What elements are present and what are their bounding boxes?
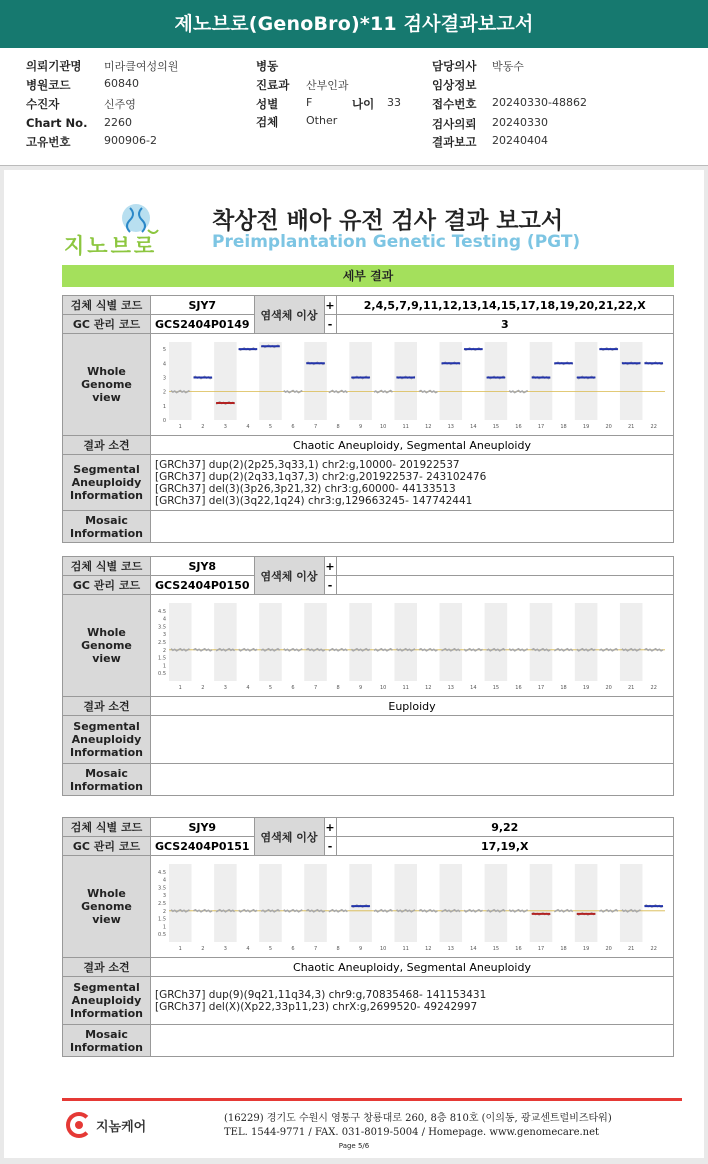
- chrom-abn-label: 염색체 이상: [254, 818, 324, 856]
- footer-address: [224, 1112, 612, 1140]
- x-tick-label: 12: [425, 424, 432, 430]
- y-tick-label: 1.5: [158, 655, 166, 662]
- x-tick-label: 20: [605, 685, 612, 691]
- chromosome-band: [259, 342, 282, 420]
- x-tick-label: 8: [336, 424, 340, 430]
- cnv-plot: [153, 597, 671, 693]
- x-tick-label: 15: [492, 946, 500, 952]
- chromosome-band: [530, 864, 553, 942]
- cnv-trace: [306, 910, 325, 912]
- cnv-trace: [374, 391, 393, 393]
- cnv-trace: [329, 391, 348, 393]
- y-tick-label: 2: [162, 908, 166, 915]
- minus-sign: -: [324, 576, 336, 595]
- segmental-info: [151, 716, 674, 764]
- genobro-logo: [64, 200, 184, 260]
- sex-value: F: [306, 96, 313, 109]
- chart-no-value: 2260: [104, 116, 132, 129]
- segmental-line: [GRCh37] del(3)(3p26,3p21,32) chr3:g,60000- 44133513: [155, 482, 456, 495]
- x-tick-label: 14: [470, 424, 477, 430]
- chromosome-band: [530, 603, 553, 681]
- institution-label: 의뢰기관명: [26, 59, 82, 73]
- x-tick-label: 8: [336, 685, 340, 691]
- x-tick-label: 3: [223, 946, 227, 952]
- finding-label: 결과 소견: [63, 436, 151, 455]
- y-tick-label: 1: [162, 924, 166, 931]
- x-tick-label: 13: [447, 685, 455, 691]
- finding-label: 결과 소견: [63, 697, 151, 716]
- plus-sign: +: [324, 818, 336, 837]
- mosaic-label: Mosaic Information: [63, 764, 151, 796]
- chromosome-band: [304, 342, 327, 420]
- whole-genome-label: Whole Genome view: [63, 595, 151, 697]
- y-tick-label: 0: [162, 418, 166, 424]
- sample-id-label: 검체 식별 코드: [63, 296, 151, 315]
- x-tick-label: 10: [379, 946, 387, 952]
- cnv-trace: [464, 649, 483, 651]
- plus-chromosomes: [336, 557, 673, 576]
- chromosome-band: [214, 603, 237, 681]
- chromosome-band: [394, 342, 417, 420]
- y-tick-label: 4.5: [158, 608, 166, 615]
- chromosome-band: [169, 603, 192, 681]
- minus-sign: -: [324, 315, 336, 334]
- cnv-trace: [284, 649, 303, 651]
- doctor-value: 박동수: [492, 60, 524, 73]
- address-line: (16229) 경기도 수원시 영통구 창룡대로 260, 8층 810호 (이의동, 광교센트럴비즈타워): [224, 1113, 612, 1124]
- chromosome-band: [575, 603, 598, 681]
- cnv-trace: [239, 649, 258, 651]
- y-tick-label: 3.5: [158, 885, 166, 892]
- cnv-plot: [153, 858, 671, 954]
- x-tick-label: 6: [291, 685, 295, 691]
- genomecare-logo: [66, 1112, 156, 1142]
- sample-id-value: SJY8: [151, 557, 255, 576]
- x-tick-label: 9: [359, 424, 363, 430]
- gc-code-value: GCS2404P0150: [151, 576, 255, 595]
- y-tick-label: 4: [162, 616, 166, 623]
- cnv-trace: [329, 910, 348, 912]
- request-value: 20240330: [492, 116, 548, 129]
- sample-id-label: 검체 식별 코드: [63, 818, 151, 837]
- y-tick-label: 2.5: [158, 901, 166, 907]
- hospital-code-value: 60840: [104, 77, 139, 90]
- gc-code-label: GC 관리 코드: [63, 576, 151, 595]
- x-tick-label: 18: [560, 424, 567, 430]
- x-tick-label: 17: [537, 685, 545, 691]
- x-tick-label: 16: [515, 685, 522, 691]
- unique-no-label: 고유번호: [26, 135, 71, 149]
- segmental-info: [151, 455, 674, 511]
- x-tick-label: 11: [402, 946, 409, 952]
- x-tick-label: 10: [379, 424, 387, 430]
- x-tick-label: 19: [582, 946, 590, 952]
- x-tick-label: 9: [359, 685, 363, 691]
- chromosome-band: [349, 864, 372, 942]
- cnv-trace: [284, 910, 303, 912]
- cnv-trace: [194, 910, 213, 912]
- finding-value: Euploidy: [151, 697, 674, 716]
- chromosome-band: [440, 864, 463, 942]
- y-tick-label: 4: [162, 877, 166, 884]
- chrom-abn-label: 염색체 이상: [254, 296, 324, 334]
- segmental-label: Segmental Aneuploidy Information: [63, 455, 151, 511]
- specimen-value: Other: [306, 114, 338, 127]
- gc-code-label: GC 관리 코드: [63, 315, 151, 334]
- report-title: 착상전 배아 유전 검사 결과 보고서: [212, 208, 564, 234]
- x-tick-label: 6: [291, 424, 295, 430]
- chromosome-band: [214, 864, 237, 942]
- x-tick-label: 11: [402, 424, 409, 430]
- cnv-plot: [153, 336, 671, 432]
- genomecare-dot-icon: [75, 1121, 83, 1129]
- patient-label: 수진자: [26, 97, 60, 111]
- x-tick-label: 6: [291, 946, 295, 952]
- y-tick-label: 2.5: [158, 640, 166, 646]
- x-tick-label: 9: [359, 946, 363, 952]
- x-tick-label: 22: [650, 946, 657, 952]
- x-tick-label: 15: [492, 685, 500, 691]
- chromosome-band: [214, 342, 237, 420]
- y-tick-label: 5: [162, 347, 166, 354]
- y-tick-label: 3: [162, 632, 166, 639]
- gc-code-label: GC 관리 코드: [63, 837, 151, 856]
- x-tick-label: 1: [178, 424, 182, 430]
- y-tick-label: 1: [162, 663, 166, 670]
- age-value: 33: [387, 96, 401, 109]
- x-tick-label: 3: [223, 424, 227, 430]
- segmental-label: Segmental Aneuploidy Information: [63, 977, 151, 1025]
- x-tick-label: 2: [201, 946, 205, 952]
- clinical-label: 임상정보: [432, 78, 477, 92]
- chart-no-label: Chart No.: [26, 116, 88, 130]
- cnv-trace: [419, 649, 438, 651]
- segmental-line: [GRCh37] dup(2)(2p25,3q33,1) chr2:g,10000- 201922537: [155, 458, 460, 471]
- y-tick-label: 1: [162, 403, 166, 410]
- x-tick-label: 19: [582, 424, 590, 430]
- contact-line: TEL. 1544-9771 / FAX. 031-8019-5004 / Homepage. www.genomecare.net: [224, 1127, 600, 1138]
- sample-table-1: [62, 295, 674, 543]
- chromosome-band: [394, 603, 417, 681]
- cnv-trace: [194, 649, 213, 651]
- patient-value: 신주영: [104, 98, 136, 111]
- x-tick-label: 14: [470, 685, 477, 691]
- gc-code-value: GCS2404P0149: [151, 315, 255, 334]
- report-date-label: 결과보고: [432, 135, 477, 149]
- cnv-trace: [532, 649, 551, 651]
- y-tick-label: 1.5: [158, 916, 166, 923]
- x-tick-label: 21: [627, 424, 635, 430]
- chrom-abn-label: 염색체 이상: [254, 557, 324, 595]
- x-tick-label: 2: [201, 424, 205, 430]
- mosaic-value: [151, 511, 674, 543]
- cnv-trace: [239, 910, 258, 912]
- segmental-info: [151, 977, 674, 1025]
- chromosome-band: [485, 864, 508, 942]
- chromosome-band: [575, 342, 598, 420]
- x-tick-label: 1: [178, 946, 182, 952]
- x-tick-label: 16: [515, 424, 522, 430]
- x-tick-label: 18: [560, 685, 567, 691]
- chromosome-band: [349, 603, 372, 681]
- x-tick-label: 4: [246, 946, 250, 952]
- dept-label: 진료과: [256, 78, 290, 92]
- whole-genome-label: Whole Genome view: [63, 856, 151, 958]
- page-number: Page 5/6: [338, 1142, 370, 1150]
- cnv-trace: [599, 910, 618, 912]
- x-tick-label: 10: [379, 685, 387, 691]
- y-tick-label: 0.5: [158, 671, 166, 678]
- x-tick-label: 2: [201, 685, 205, 691]
- x-tick-label: 7: [313, 946, 318, 952]
- x-tick-label: 20: [605, 946, 612, 952]
- hospital-code-label: 병원코드: [26, 78, 71, 92]
- x-tick-label: 4: [246, 685, 250, 691]
- chromosome-band: [485, 603, 508, 681]
- cnv-trace: [284, 391, 303, 393]
- segmental-line: [GRCh37] del(X)(Xp22,33p11,23) chrX:g,2699520- 49242997: [155, 1000, 478, 1013]
- y-tick-label: 4.5: [158, 869, 166, 876]
- plus-chromosomes: 2,4,5,7,9,11,12,13,14,15,17,18,19,20,21,22,X: [336, 296, 673, 315]
- x-tick-label: 8: [336, 946, 340, 952]
- chromosome-band: [169, 864, 192, 942]
- segmental-line: [GRCh37] del(3)(3q22,1q24) chr3:g,129663245- 147742441: [155, 494, 473, 507]
- x-tick-label: 16: [515, 946, 522, 952]
- x-tick-label: 17: [537, 946, 545, 952]
- report-subtitle: Preimplantation Genetic Testing (PGT): [212, 232, 581, 252]
- x-tick-label: 7: [313, 685, 318, 691]
- chromosome-band: [304, 864, 327, 942]
- plus-sign: +: [324, 296, 336, 315]
- y-tick-label: 3: [162, 893, 166, 900]
- mosaic-value: [151, 764, 674, 796]
- x-tick-label: 11: [402, 685, 409, 691]
- y-tick-label: 3.5: [158, 624, 166, 631]
- footer-divider: [62, 1098, 682, 1101]
- sex-label: 성별: [256, 97, 279, 111]
- x-tick-label: 13: [447, 946, 455, 952]
- x-tick-label: 5: [268, 685, 273, 691]
- doctor-label: 담당의사: [432, 59, 477, 73]
- genome-plot-cell: [151, 856, 674, 958]
- chromosome-band: [530, 342, 553, 420]
- sample-table-2: [62, 556, 674, 796]
- genome-plot-cell: [151, 595, 674, 697]
- genobro-logo-text: 지노브로: [64, 234, 158, 258]
- cnv-trace: [306, 649, 325, 651]
- cnv-trace: [599, 649, 618, 651]
- chromosome-band: [575, 864, 598, 942]
- cnv-trace: [329, 649, 348, 651]
- genomecare-logo-text: 지놈케어: [96, 1120, 147, 1135]
- age-label: 나이: [352, 97, 375, 111]
- specimen-label: 검체: [256, 115, 279, 129]
- chromosome-band: [259, 864, 282, 942]
- sample-id-value: SJY9: [151, 818, 255, 837]
- y-tick-label: 3: [162, 375, 166, 382]
- plus-chromosomes: 9,22: [336, 818, 673, 837]
- x-tick-label: 22: [650, 424, 657, 430]
- x-tick-label: 7: [313, 424, 318, 430]
- sample-table-3: [62, 817, 674, 1057]
- x-tick-label: 19: [582, 685, 590, 691]
- chromosome-band: [394, 864, 417, 942]
- minus-sign: -: [324, 837, 336, 856]
- x-tick-label: 4: [246, 424, 250, 430]
- report-header-title: 제노브로(GenoBro)*11 검사결과보고서: [0, 0, 708, 48]
- genome-plot-cell: [151, 334, 674, 436]
- x-tick-label: 5: [268, 424, 273, 430]
- sample-id-value: SJY7: [151, 296, 255, 315]
- x-tick-label: 12: [425, 946, 432, 952]
- chromosome-band: [440, 603, 463, 681]
- finding-label: 결과 소견: [63, 958, 151, 977]
- section-detail-results: 세부 결과: [62, 265, 674, 287]
- chromosome-band: [485, 342, 508, 420]
- chromosome-band: [259, 603, 282, 681]
- finding-value: Chaotic Aneuploidy, Segmental Aneuploidy: [151, 958, 674, 977]
- report-page: [4, 170, 704, 1158]
- mosaic-label: Mosaic Information: [63, 511, 151, 543]
- chromosome-band: [169, 342, 192, 420]
- chromosome-band: [620, 864, 643, 942]
- x-tick-label: 20: [605, 424, 612, 430]
- y-tick-label: 4: [162, 361, 166, 368]
- x-tick-label: 21: [627, 685, 635, 691]
- mosaic-value: [151, 1025, 674, 1057]
- segmental-label: Segmental Aneuploidy Information: [63, 716, 151, 764]
- x-tick-label: 5: [268, 946, 273, 952]
- institution-value: 미라클여성의원: [104, 60, 179, 73]
- x-tick-label: 14: [470, 946, 477, 952]
- x-tick-label: 18: [560, 946, 567, 952]
- chromosome-band: [349, 342, 372, 420]
- x-tick-label: 1: [178, 685, 182, 691]
- y-tick-label: 2: [162, 389, 166, 396]
- plus-sign: +: [324, 557, 336, 576]
- minus-chromosomes: 17,19,X: [336, 837, 673, 856]
- report-date-value: 20240404: [492, 134, 548, 147]
- whole-genome-label: Whole Genome view: [63, 334, 151, 436]
- ward-label: 병동: [256, 59, 279, 73]
- gc-code-value: GCS2404P0151: [151, 837, 255, 856]
- x-tick-label: 12: [425, 685, 432, 691]
- x-tick-label: 13: [447, 424, 455, 430]
- dept-value: 산부인과: [306, 79, 349, 92]
- segmental-line: [GRCh37] dup(9)(9q21,11q34,3) chr9:g,70835468- 141153431: [155, 988, 487, 1001]
- receipt-label: 접수번호: [432, 97, 477, 111]
- mosaic-label: Mosaic Information: [63, 1025, 151, 1057]
- cnv-trace: [419, 910, 438, 912]
- x-tick-label: 21: [627, 946, 635, 952]
- x-tick-label: 22: [650, 685, 657, 691]
- segmental-line: [GRCh37] dup(2)(2q33,1q37,3) chr2:g,201922537- 243102476: [155, 470, 487, 483]
- finding-value: Chaotic Aneuploidy, Segmental Aneuploidy: [151, 436, 674, 455]
- x-tick-label: 3: [223, 685, 227, 691]
- chromosome-band: [304, 603, 327, 681]
- minus-chromosomes: [336, 576, 673, 595]
- receipt-value: 20240330-48862: [492, 96, 587, 109]
- minus-chromosomes: 3: [336, 315, 673, 334]
- patient-info-panel: [0, 48, 708, 166]
- cnv-trace: [374, 910, 393, 912]
- x-tick-label: 17: [537, 424, 545, 430]
- cnv-trace: [464, 910, 483, 912]
- cnv-trace: [374, 649, 393, 651]
- cnv-trace: [645, 649, 664, 651]
- y-tick-label: 0.5: [158, 932, 166, 939]
- chromosome-band: [440, 342, 463, 420]
- chromosome-band: [620, 342, 643, 420]
- cnv-trace: [419, 391, 438, 393]
- x-tick-label: 15: [492, 424, 500, 430]
- unique-no-value: 900906-2: [104, 134, 157, 147]
- request-label: 검사의뢰: [432, 117, 477, 131]
- chromosome-band: [620, 603, 643, 681]
- y-tick-label: 2: [162, 647, 166, 654]
- sample-id-label: 검체 식별 코드: [63, 557, 151, 576]
